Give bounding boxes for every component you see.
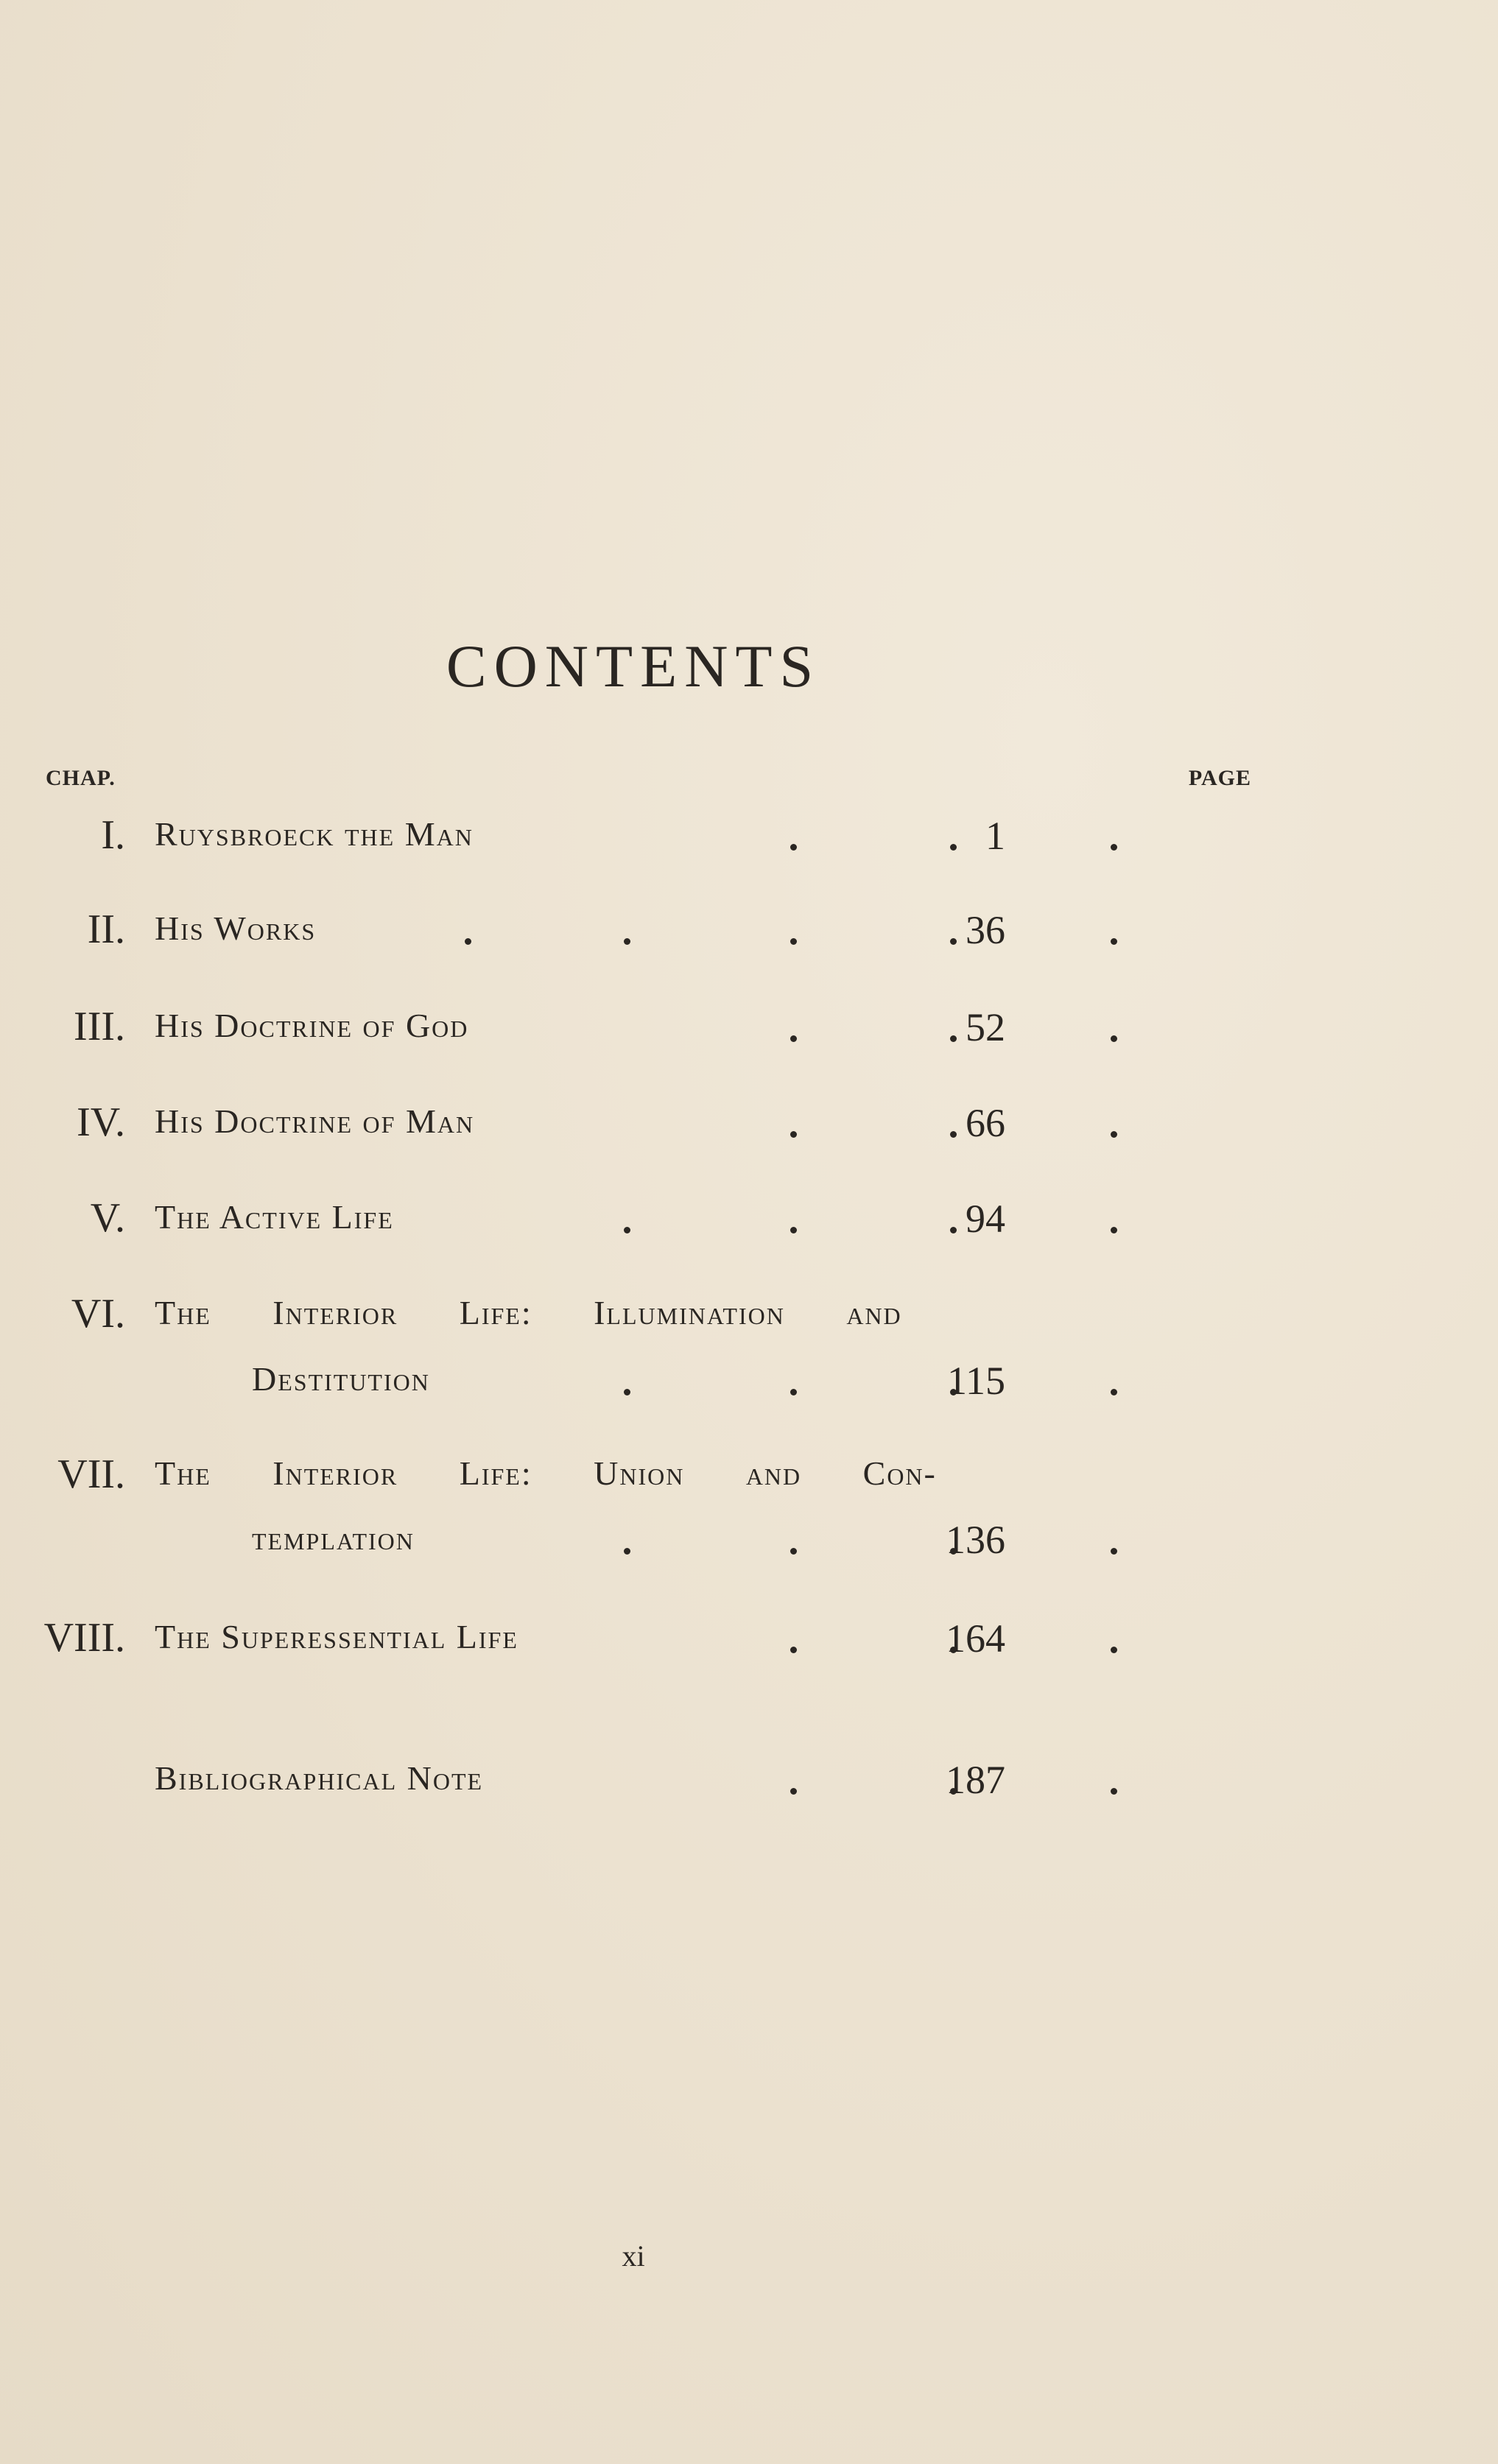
chapter-title-continued: templation — [252, 1519, 415, 1557]
chapter-title: The Superessential Life — [155, 1618, 518, 1655]
toc-entry — [0, 1003, 1252, 1062]
page-number: 164 — [946, 1616, 1005, 1661]
page-number: 115 — [947, 1359, 1005, 1403]
chapter-number: I. — [101, 812, 125, 858]
page-number: 94 — [966, 1197, 1005, 1241]
page-number: 187 — [946, 1758, 1005, 1802]
chapter-title: His Doctrine of Man — [155, 1102, 475, 1140]
chapter-title: His Works — [155, 909, 317, 947]
chapter-number: V. — [90, 1195, 125, 1241]
page-title: CONTENTS — [446, 633, 821, 700]
chapter-title-continued: Destitution — [252, 1360, 430, 1398]
page-number: 136 — [946, 1518, 1005, 1562]
toc-entry — [0, 1614, 1252, 1673]
chapter-number: IV. — [77, 1099, 125, 1145]
folio-page-number: xi — [622, 2239, 645, 2273]
chapter-title: The Interior Life: Union and Con- — [155, 1454, 937, 1492]
chapter-number: VII. — [57, 1451, 125, 1497]
chapter-title: The Active Life — [155, 1198, 394, 1236]
chapter-number: III. — [74, 1004, 125, 1049]
page-number: 66 — [966, 1101, 1005, 1145]
chapter-title: His Doctrine of God — [155, 1007, 469, 1044]
page-column-header: PAGE — [1188, 766, 1251, 790]
page-number: 36 — [966, 908, 1005, 952]
toc-entry — [0, 1451, 1252, 1510]
toc-entry — [0, 1756, 1252, 1814]
chapter-title: Bibliographical Note — [155, 1759, 484, 1797]
chapter-number: II. — [87, 907, 125, 952]
toc-entry — [0, 1099, 1252, 1158]
chapter-column-header: CHAP. — [46, 766, 116, 790]
page-number: 1 — [985, 814, 1005, 858]
chapter-title: Ruysbroeck the Man — [155, 815, 474, 853]
toc-entry — [0, 1194, 1252, 1253]
toc-entry-continuation — [0, 1356, 1252, 1415]
page-number: 52 — [966, 1005, 1005, 1049]
toc-entry — [0, 906, 1252, 965]
toc-entry-continuation — [0, 1516, 1252, 1574]
chapter-number: VIII. — [43, 1615, 125, 1661]
toc-entry — [0, 812, 1252, 870]
toc-entry — [0, 1290, 1252, 1349]
chapter-title: The Interior Life: Illumination and — [155, 1294, 902, 1331]
chapter-number: VI. — [71, 1291, 125, 1337]
